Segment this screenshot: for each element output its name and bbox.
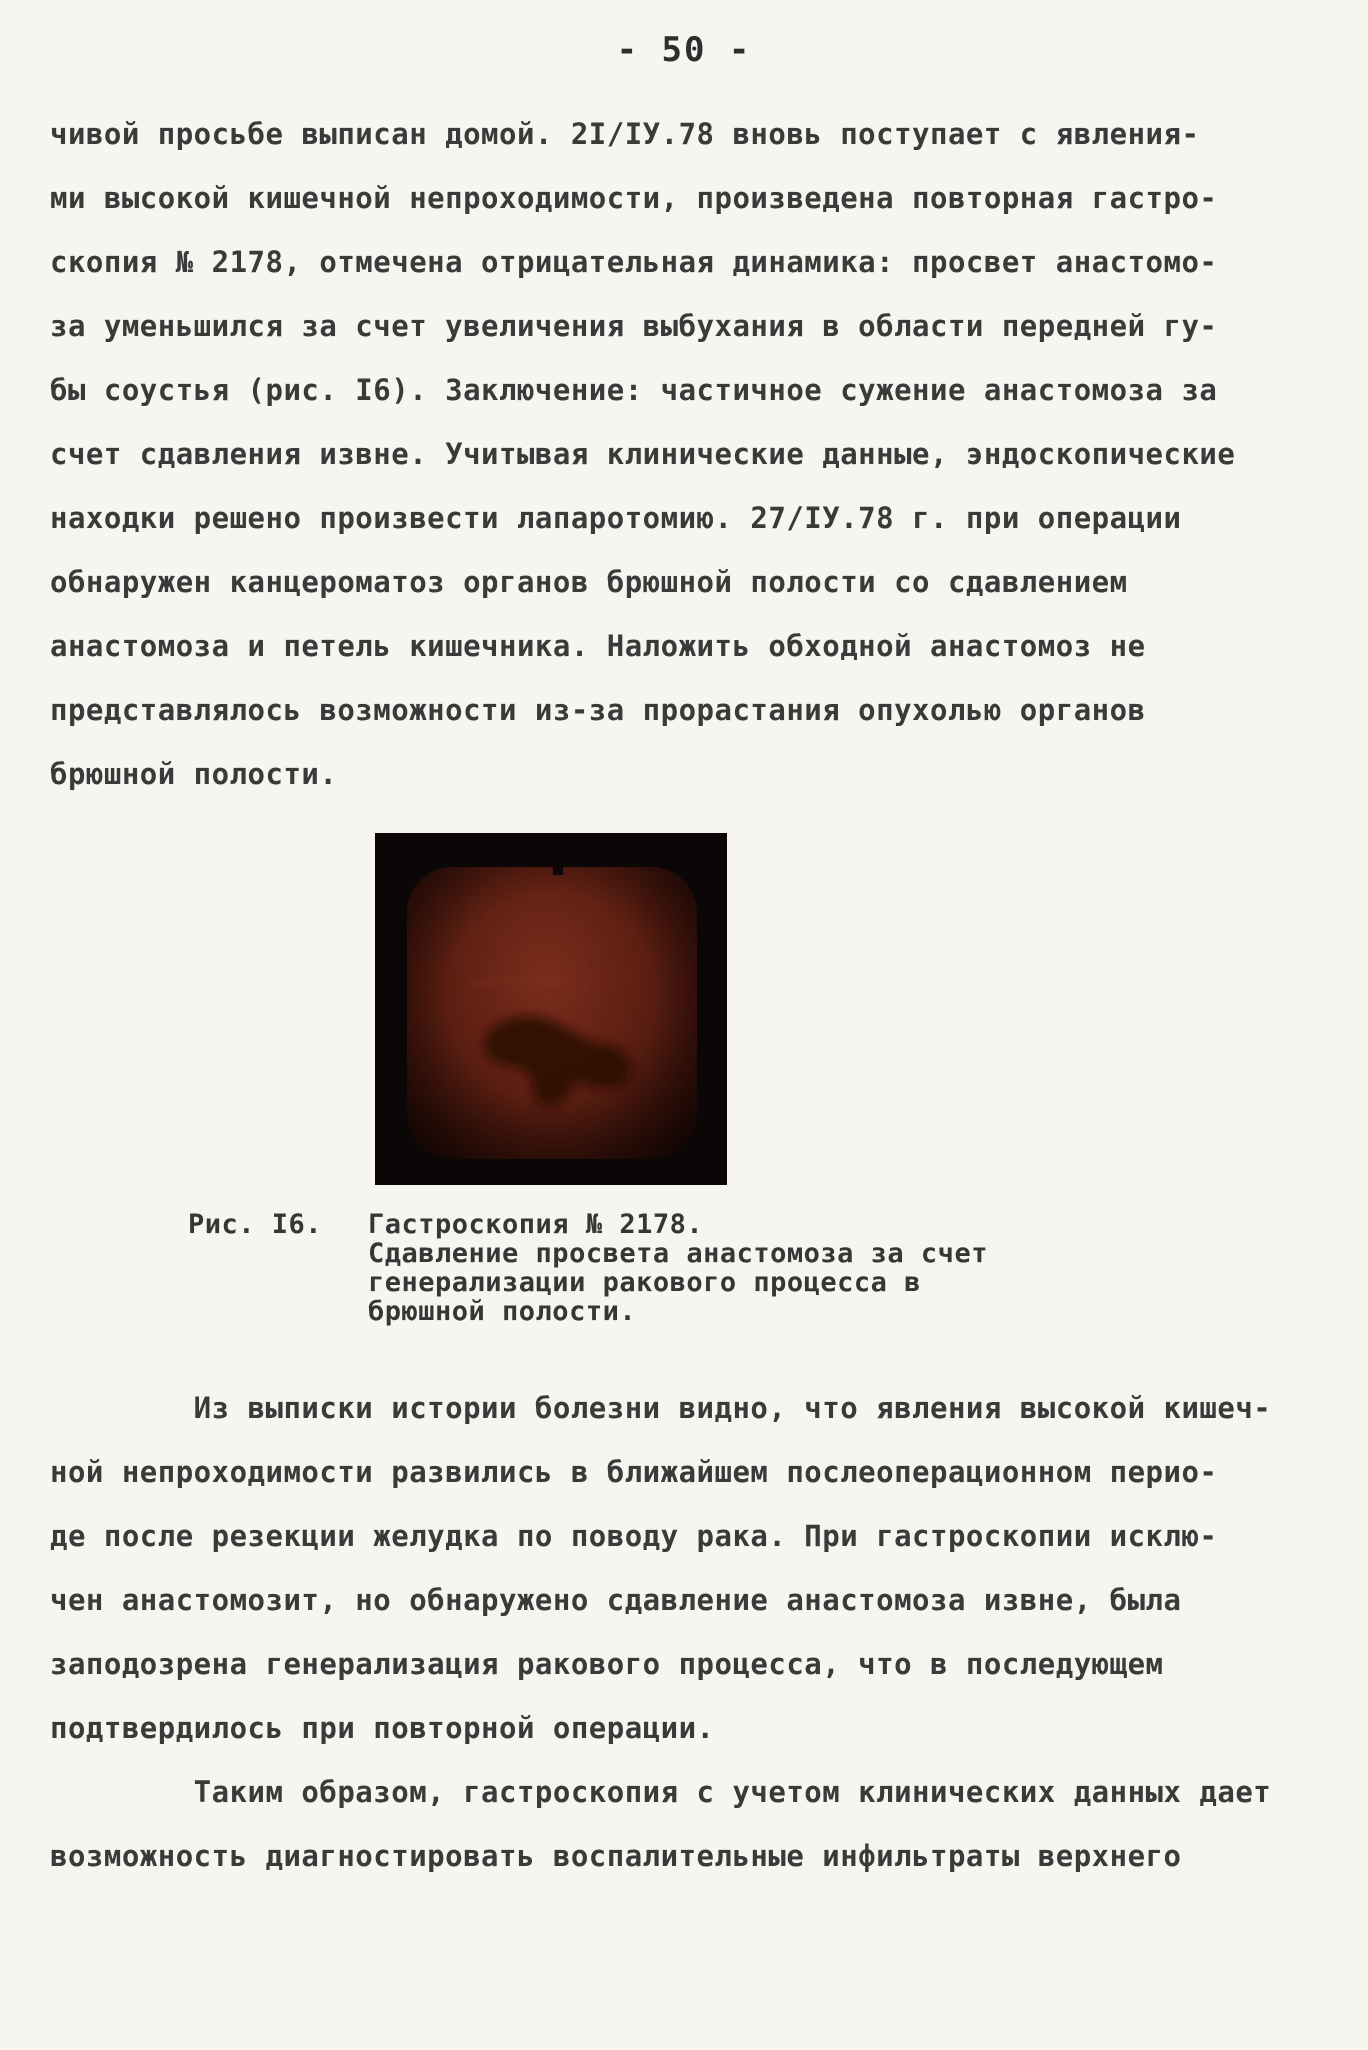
text-line: заподозрена генерализация ракового процесса, что в последующем: [50, 1647, 1164, 1681]
anastomosis-shadow: [407, 867, 697, 1159]
text-line: де после резекции желудка по поводу рака. При гастроскопии исклю-: [50, 1519, 1218, 1553]
text-line: скопия № 2178, отмечена отрицательная динамика: просвет анастомо-: [50, 245, 1218, 279]
gastroscopy-photo: [375, 833, 727, 1185]
text-line: Из выписки истории болезни видно, что явления высокой кишеч-: [50, 1391, 1272, 1425]
text-line: обнаружен канцероматоз органов брюшной полости со сдавлением: [50, 565, 1128, 599]
caption-line: брюшной полости.: [368, 1296, 637, 1327]
caption-line: генерализации ракового процесса в: [368, 1267, 921, 1298]
figure-caption: [188, 1210, 988, 1326]
text-line: анастомоза и петель кишечника. Наложить обходной анастомоз не: [50, 629, 1146, 663]
text-line: чен анастомозит, но обнаружено сдавление анастомоза извне, была: [50, 1583, 1182, 1617]
figure-label: Рис. I6.: [188, 1209, 323, 1240]
paragraph-1: [50, 102, 1320, 806]
caption-line: Сдавление просвета анастомоза за счет: [368, 1238, 988, 1269]
text-line: чивой просьбе выписан домой. 2I/IУ.78 вновь поступает с явления-: [50, 117, 1200, 151]
paragraph-3: [50, 1760, 1320, 1888]
film-notch: [553, 861, 563, 875]
page-number: - 50 -: [616, 30, 752, 70]
text-line: Таким образом, гастроскопия с учетом клинических данных дает: [50, 1775, 1272, 1809]
text-line: бы соустья (рис. I6). Заключение: частичное сужение анастомоза за: [50, 373, 1218, 407]
paragraph-2: [50, 1376, 1320, 1760]
text-line: ми высокой кишечной непроходимости, произведена повторная гастро-: [50, 181, 1218, 215]
text-line: за уменьшился за счет увеличения выбухания в области передней гу-: [50, 309, 1218, 343]
caption-line: Гастроскопия № 2178.: [368, 1209, 704, 1240]
text-line: счет сдавления извне. Учитывая клинические данные, эндоскопические: [50, 437, 1236, 471]
text-line: находки решено произвести лапаротомию. 27/IУ.78 г. при операции: [50, 501, 1182, 535]
figure-caption-text: [368, 1210, 988, 1326]
endoscopic-view: [407, 867, 697, 1159]
text-line: брюшной полости.: [50, 757, 338, 791]
text-line: представлялось возможности из-за прорастания опухолью органов: [50, 693, 1146, 727]
text-line: подтвердилось при повторной операции.: [50, 1711, 715, 1745]
text-line: возможность диагностировать воспалительные инфильтраты верхнего: [50, 1839, 1182, 1873]
text-line: ной непроходимости развились в ближайшем послеоперационном перио-: [50, 1455, 1218, 1489]
